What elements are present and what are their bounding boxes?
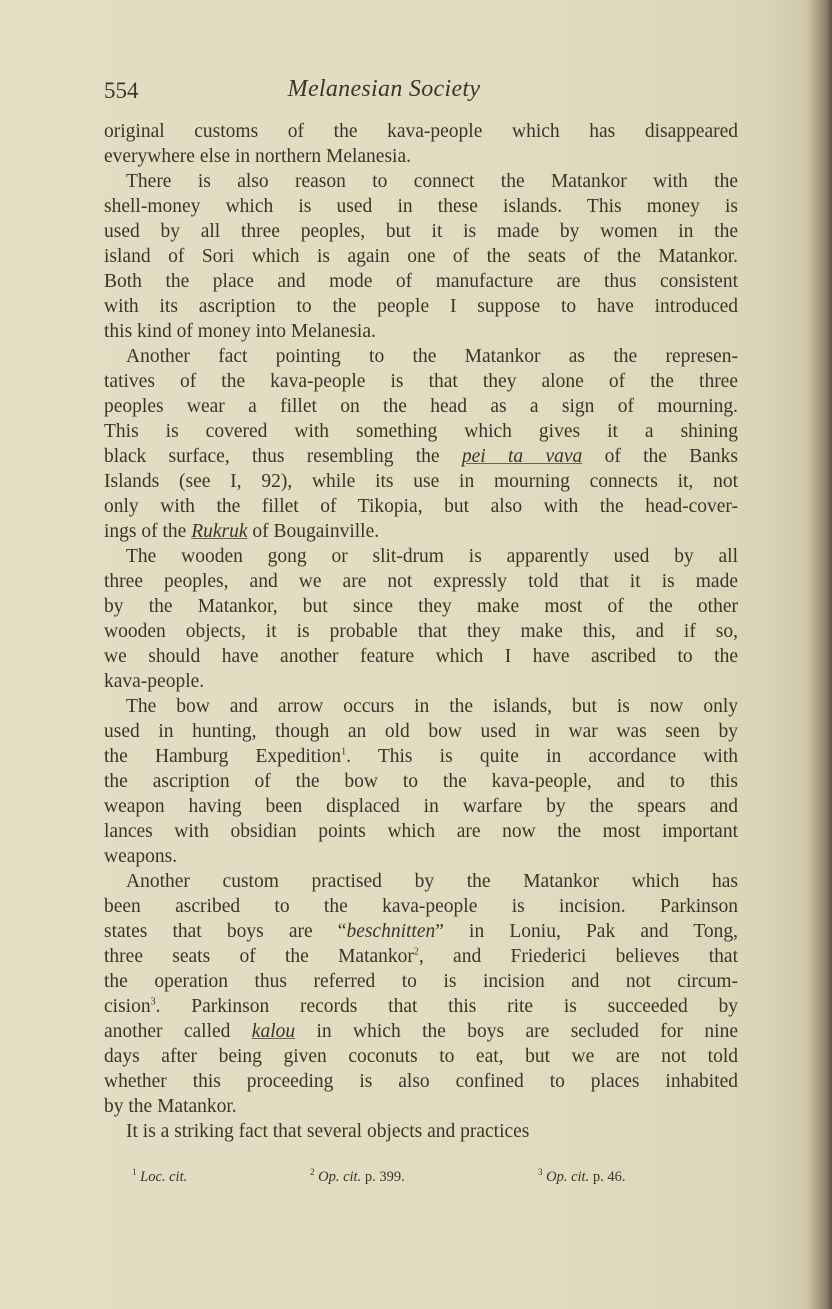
text-segment: the Hamburg Expedition — [104, 746, 342, 767]
text-segment: , and Friederici believes that — [418, 946, 738, 967]
text-segment: the ascription of the bow to the kava-people, and to this — [104, 771, 738, 792]
text-segment: shell-money which is used in these islands. This money is — [104, 196, 738, 217]
text-line — [104, 194, 738, 219]
footnote-ref: Loc. cit. — [140, 1168, 188, 1185]
italic-term: kalou — [251, 1021, 296, 1042]
footnote-mark: 2 — [310, 1167, 315, 1177]
text-segment: used by all three peoples, but it is made by women in the — [104, 221, 738, 242]
text-line — [104, 369, 738, 394]
text-segment: of Bougainville. — [247, 521, 380, 542]
text-segment: whether this proceeding is also confined to places inhabited — [104, 1071, 738, 1092]
text-line — [104, 869, 738, 894]
text-segment: everywhere else in northern Melanesia. — [104, 146, 411, 167]
text-segment: kava-people. — [104, 671, 205, 692]
text-line — [104, 294, 738, 319]
text-line — [104, 419, 738, 444]
text-segment: . This is quite in accordance with — [346, 746, 738, 767]
footnote-mark: 1 — [132, 1167, 137, 1177]
text-line — [104, 694, 738, 719]
text-line — [104, 569, 738, 594]
text-segment: lances with obsidian points which are now the most important — [104, 821, 738, 842]
text-segment: we should have another feature which I have ascribed to the — [104, 646, 738, 667]
text-line — [104, 494, 738, 519]
text-segment: weapons. — [104, 846, 178, 867]
text-segment: by the Matankor. — [104, 1096, 237, 1117]
text-line — [104, 244, 738, 269]
text-segment: three peoples, and we are not expressly told that it is made — [104, 571, 738, 592]
footnote-ref: 1 — [341, 746, 347, 758]
text-segment: only with the fillet of Tikopia, but also with the head-cover- — [104, 496, 738, 517]
footnote-page: p. 399. — [361, 1168, 405, 1185]
text-segment: the operation thus referred to is incision and not circum- — [104, 971, 738, 992]
text-line — [104, 844, 738, 869]
text-segment: wooden objects, it is probable that they make this, and if so, — [104, 621, 738, 642]
text-line — [104, 1094, 738, 1119]
text-line — [104, 1044, 738, 1069]
text-segment: The wooden gong or slit-drum is apparently used by all — [126, 546, 738, 567]
text-segment: island of Sori which is again one of the seats of the Matankor. — [104, 246, 738, 267]
text-segment: Both the place and mode of manufacture are thus consistent — [104, 271, 738, 292]
text-segment: ” in Loniu, Pak and Tong, — [435, 921, 738, 942]
footnote — [538, 1167, 625, 1186]
text-line — [104, 444, 738, 469]
text-segment: This is covered with something which gives it a shining — [104, 421, 738, 442]
text-segment: used in hunting, though an old bow used in war was seen by — [104, 721, 738, 742]
text-line — [104, 144, 738, 169]
text-line — [104, 744, 738, 769]
text-line — [104, 1069, 738, 1094]
text-segment: in which the boys are secluded for nine — [295, 1021, 738, 1042]
footnote-mark: 3 — [538, 1167, 543, 1177]
text-segment: black surface, thus resembling the — [104, 446, 462, 467]
text-segment: It is a striking fact that several objects and practices — [126, 1121, 530, 1142]
footnote-page: p. 46. — [589, 1168, 626, 1185]
text-segment: ings of the — [104, 521, 192, 542]
text-segment: Another fact pointing to the Matankor as the represen- — [126, 346, 738, 367]
text-line — [104, 1019, 738, 1044]
text-line — [104, 344, 738, 369]
text-segment: peoples wear a fillet on the head as a sign of mourning. — [104, 396, 738, 417]
text-segment: tatives of the kava-people is that they alone of the three — [104, 371, 738, 392]
text-line — [104, 669, 738, 694]
text-segment: states that boys are “ — [104, 921, 347, 942]
text-segment: The bow and arrow occurs in the islands, but is now only — [126, 696, 738, 717]
text-segment: There is also reason to connect the Matankor with the — [126, 171, 738, 192]
text-line — [104, 994, 738, 1019]
text-line — [104, 969, 738, 994]
text-segment: days after being given coconuts to eat, but we are not told — [104, 1046, 738, 1067]
text-line — [104, 319, 738, 344]
footnote-ref: 2 — [413, 946, 419, 958]
text-segment: original customs of the kava-people which has disappeared — [104, 121, 738, 142]
text-line — [104, 894, 738, 919]
footnote-ref: Op. cit. — [546, 1168, 590, 1185]
footnote-ref: 3 — [150, 996, 156, 1008]
footnote-ref: Op. cit. — [318, 1168, 362, 1185]
text-segment: been ascribed to the kava-people is incision. Parkinson — [104, 896, 738, 917]
text-line — [104, 1119, 738, 1144]
italic-term: pei ta vava — [461, 446, 583, 467]
text-line — [104, 269, 738, 294]
text-line — [104, 769, 738, 794]
running-header — [104, 76, 738, 110]
text-segment: this kind of money into Melanesia. — [104, 321, 376, 342]
running-title: Melanesian Society — [287, 76, 481, 102]
text-segment: Islands (see I, 92), while its use in mourning connects it, not — [104, 471, 738, 492]
text-segment: . Parkinson records that this rite is succeeded by — [155, 996, 738, 1017]
text-segment: weapon having been displaced in warfare by the spears and — [104, 796, 738, 817]
text-line — [104, 594, 738, 619]
text-segment: by the Matankor, but since they make most of the other — [104, 596, 738, 617]
footnote — [132, 1167, 187, 1186]
italic-term: beschnitten — [346, 921, 436, 942]
text-segment: Another custom practised by the Matankor which has — [126, 871, 738, 892]
text-line — [104, 644, 738, 669]
text-segment: with its ascription to the people I suppose to have introduced — [104, 296, 738, 317]
text-segment: cision — [104, 996, 151, 1017]
text-line — [104, 519, 738, 544]
text-line — [104, 169, 738, 194]
text-line — [104, 919, 738, 944]
text-line — [104, 119, 738, 144]
text-segment: of the Banks — [582, 446, 738, 467]
text-line — [104, 394, 738, 419]
text-line — [104, 794, 738, 819]
text-line — [104, 719, 738, 744]
footnote — [310, 1167, 405, 1186]
text-segment: three seats of the Matankor — [104, 946, 414, 967]
text-line — [104, 544, 738, 569]
text-line — [104, 944, 738, 969]
page-number: 554 — [104, 78, 139, 103]
body-text — [104, 119, 738, 1144]
text-line — [104, 819, 738, 844]
text-segment: another called — [104, 1021, 252, 1042]
italic-term: Rukruk — [191, 521, 248, 542]
text-line — [104, 469, 738, 494]
text-line — [104, 619, 738, 644]
text-line — [104, 219, 738, 244]
